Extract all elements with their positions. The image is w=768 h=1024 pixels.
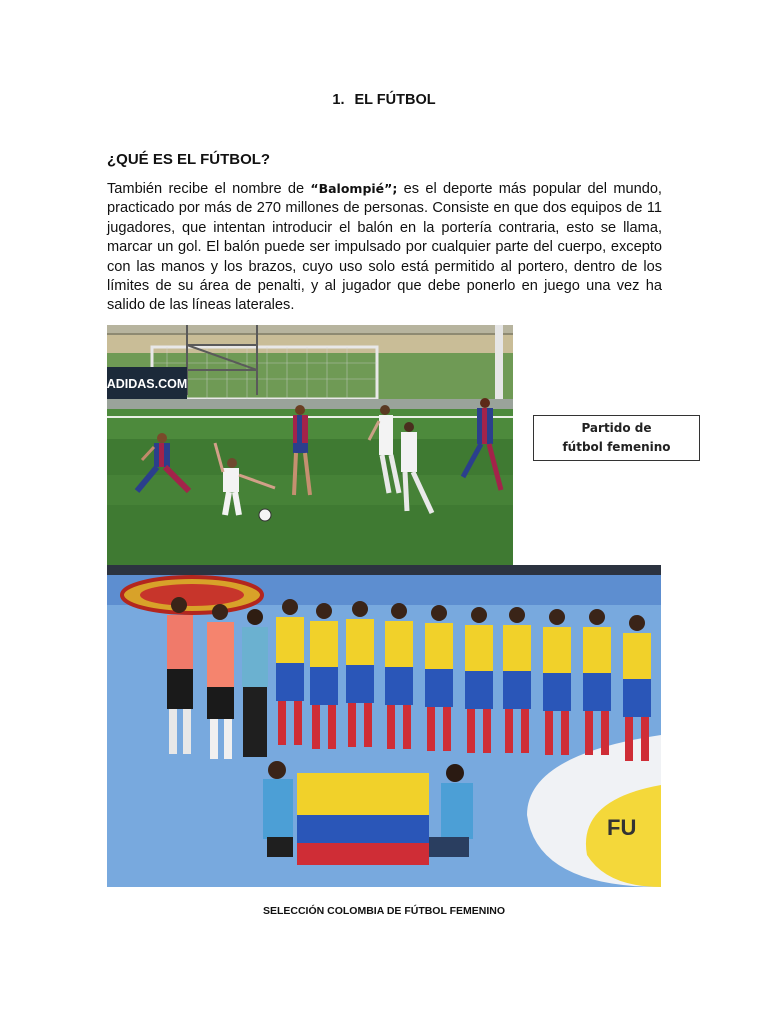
page-title: [0, 92, 768, 108]
section-heading: ¿QUÉ ES EL FÚTBOL?: [107, 151, 271, 168]
title-number: 1.: [332, 92, 345, 108]
billboard-text: ADIDAS.COM: [107, 377, 188, 391]
photo-caption-box: [533, 415, 700, 461]
womens-match-photo: [107, 325, 513, 565]
paragraph-bold-term: “Balompié”;: [310, 181, 398, 196]
paragraph-text-start: También recibe el nombre de: [107, 181, 311, 197]
paragraph-text-rest: es el deporte más popular del mundo, practicado por más de 270 millones de personas. Consiste en que dos equipos de 11 jugadores, que intentan introducir el balón en la portería contraria, esto se llama, marcar un gol. El balón puede ser impulsado por cualquier parte del cuerpo, excepto con las manos y los brazos, cuyo uso solo está permitido al portero, dentro de los límites de su área de penalti, y al jugador que debe ponerlo en juego una vez ha salido de las líneas laterales.: [107, 181, 662, 314]
body-paragraph: [107, 179, 662, 316]
team-photo-caption: SELECCIÓN COLOMBIA DE FÚTBOL FEMENINO: [262, 905, 506, 917]
goalkeeper-figure: [242, 609, 268, 757]
colombia-flag: [297, 773, 429, 865]
court-text: FU: [607, 815, 637, 840]
photo-caption: Partido de fútbol femenino: [562, 421, 671, 454]
title-text: EL FÚTBOL: [354, 92, 436, 108]
colombia-team-photo: [107, 565, 661, 887]
ball: [259, 509, 271, 521]
